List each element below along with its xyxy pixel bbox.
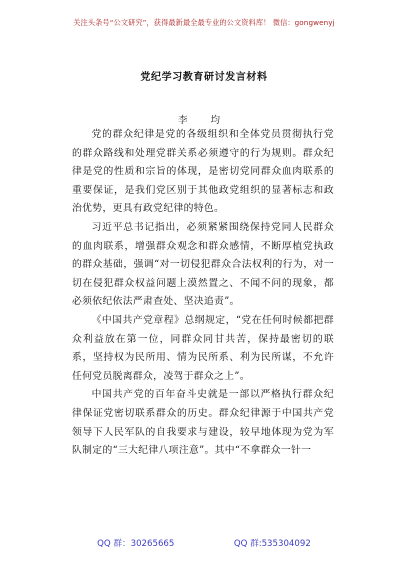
body-paragraph: 《中国共产党章程》总纲规定，“党在任何时候都把群众利益放在第一位，同群众同甘共苦，保持最密切的联系，坚持权为民所用、情为民所系、利为民所谋，不允许任何党员脱离群众，凌驾于群众之上”。 <box>72 314 334 382</box>
header-promo-note: 关注头条号“公文研究”，获得最新最全最专业的公文资料库！ 微信：gongwenyj <box>73 18 335 27</box>
footer-contact <box>0 537 408 549</box>
body-paragraph: 习近平总书记指出，必须紧紧围绕保持党同人民群众的血肉联系，增强群众观念和群众感情，不断厚植党执政的群众基础，强调“对一切侵犯群众合法权利的行为，对一切在侵犯群众权益问题上漠然置之、不闻不问的现象，都必须依纪依法严肃查处、坚决追责”。 <box>72 221 334 308</box>
footer-qq-group-1: QQ 群：30265665 <box>97 539 175 549</box>
document-title: 党纪学习教育研讨发言材料 <box>140 72 268 83</box>
document-body <box>72 126 334 461</box>
body-paragraph: 党的群众纪律是党的各级组织和全体党员贯彻执行党的群众路线和处理党群关系必须遵守的行为规则。群众纪律是党的性质和宗旨的体现，是密切党同群众血肉联系的重要保证，是我们党区别于其他政党组织的显著标志和政治优势，更具有政党纪律的特色。 <box>72 129 334 215</box>
body-paragraph: 中国共产党的百年奋斗史就是一部以严格执行群众纪律保证党密切联系群众的历史。群众纪律源于中国共产党领导下人民军队的自我要求与建设，较早地体现为党为军队制定的“三大纪律八项注意”。其中“不拿群众一针一 <box>72 389 334 457</box>
footer-qq-group-2: QQ 群:535304092 <box>233 539 311 549</box>
document-author: 李 均 <box>177 115 231 126</box>
